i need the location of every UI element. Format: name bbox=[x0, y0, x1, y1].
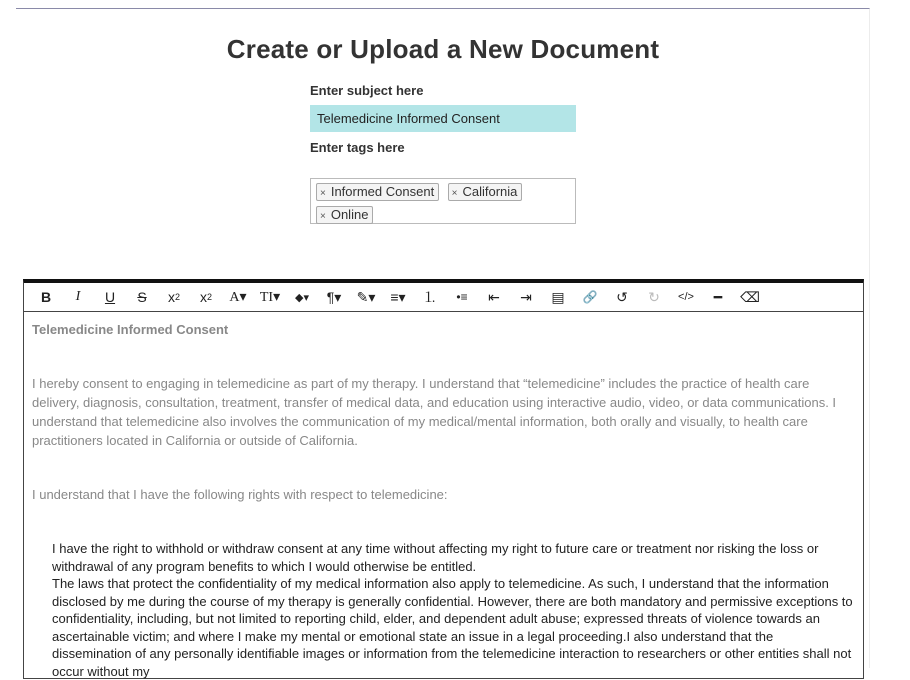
rights-list bbox=[52, 540, 855, 680]
superscript-button[interactable] bbox=[190, 283, 222, 311]
underline-button[interactable]: U bbox=[104, 289, 116, 305]
consent-paragraph: I hereby consent to engaging in telemedicine as part of my therapy. I understand that “telemedicine” includes the practice of health care delivery, diagnosis, consultation, treatment, transfer of medical data, and education using interactive audio, video, or data communications. I understand that telemedicine also involves the communication of my medical/mental information, both orally and visually, to health care practitioners located in California or outside of California. bbox=[32, 376, 837, 448]
style-button[interactable]: ✎▾ bbox=[356, 288, 376, 305]
indent-button[interactable]: ⇥ bbox=[520, 288, 532, 305]
horizontal-rule-button[interactable]: ━ bbox=[713, 288, 723, 305]
undo-button[interactable]: ↺ bbox=[616, 288, 628, 305]
superscript-icon: x bbox=[199, 289, 207, 305]
subscript-mark: 2 bbox=[174, 292, 180, 302]
unordered-list-button[interactable]: •≡ bbox=[456, 290, 468, 304]
subject-input[interactable] bbox=[310, 105, 576, 132]
right-item: I have the right to withhold or withdraw consent at any time without affecting my right to future care or treatment nor risking the loss or withdrawal of any program benefits to which I would otherwise be entitled. bbox=[52, 541, 819, 574]
highlight-button[interactable]: ◆▾ bbox=[295, 291, 309, 304]
strikethrough-button[interactable]: S bbox=[137, 289, 147, 305]
eraser-button[interactable]: ⌫ bbox=[740, 288, 760, 305]
redo-button[interactable]: ↻ bbox=[648, 288, 660, 305]
editor-toolbar bbox=[24, 283, 863, 312]
document-heading: Telemedicine Informed Consent bbox=[32, 322, 229, 337]
rights-intro: I understand that I have the following rights with respect to telemedicine: bbox=[32, 487, 448, 502]
italic-button[interactable]: I bbox=[75, 289, 81, 304]
outdent-button[interactable]: ⇤ bbox=[488, 288, 500, 305]
rich-text-editor[interactable] bbox=[23, 279, 864, 679]
paragraph-button[interactable]: ¶▾ bbox=[326, 288, 342, 305]
code-view-button[interactable]: </> bbox=[678, 291, 694, 303]
align-button[interactable]: ≡▾ bbox=[390, 288, 406, 305]
superscript-mark: 2 bbox=[206, 292, 212, 302]
page-title: Create or Upload a New Document bbox=[226, 34, 660, 64]
link-button[interactable]: 🔗 bbox=[582, 290, 598, 304]
bold-button[interactable]: B bbox=[40, 289, 52, 305]
tags-input[interactable] bbox=[310, 178, 576, 224]
tag-chip bbox=[448, 183, 523, 201]
subscript-button[interactable] bbox=[158, 283, 190, 311]
subscript-icon: x bbox=[167, 289, 175, 305]
tag-chip bbox=[316, 206, 373, 224]
font-color-button[interactable]: A▾ bbox=[229, 289, 247, 305]
tag-remove-icon[interactable]: × bbox=[451, 188, 458, 199]
font-size-button[interactable]: TI▾ bbox=[259, 289, 281, 305]
template-button[interactable]: ▤ bbox=[551, 288, 565, 305]
tag-label: Informed Consent bbox=[330, 184, 435, 199]
right-item: The laws that protect the confidentiality of my medical information also apply to telemedicine. As such, I understand that the information disclosed by me during the course of my therapy is generally confidential. However, there are both mandatory and permissive exceptions to confidentiality, including, but not limited to reporting child, elder, and dependent adult abuse; expressed threats of violence towards an ascertainable victim; and where I make my mental or emotional state an issue in a legal proceeding.I also understand that the dissemination of any personally identifiable images or information from the telemedicine interaction to researchers or other entities shall not occur without my bbox=[52, 576, 853, 679]
tag-label: California bbox=[462, 184, 518, 199]
tags-label: Enter tags here bbox=[310, 140, 405, 155]
subject-label: Enter subject here bbox=[310, 83, 424, 98]
tag-remove-icon[interactable]: × bbox=[320, 211, 326, 222]
tag-label: Online bbox=[330, 207, 369, 222]
tag-remove-icon[interactable]: × bbox=[320, 188, 326, 199]
ordered-list-button[interactable]: ⒈ bbox=[423, 289, 437, 305]
tag-chip bbox=[316, 183, 439, 201]
editor-content[interactable] bbox=[24, 312, 863, 680]
